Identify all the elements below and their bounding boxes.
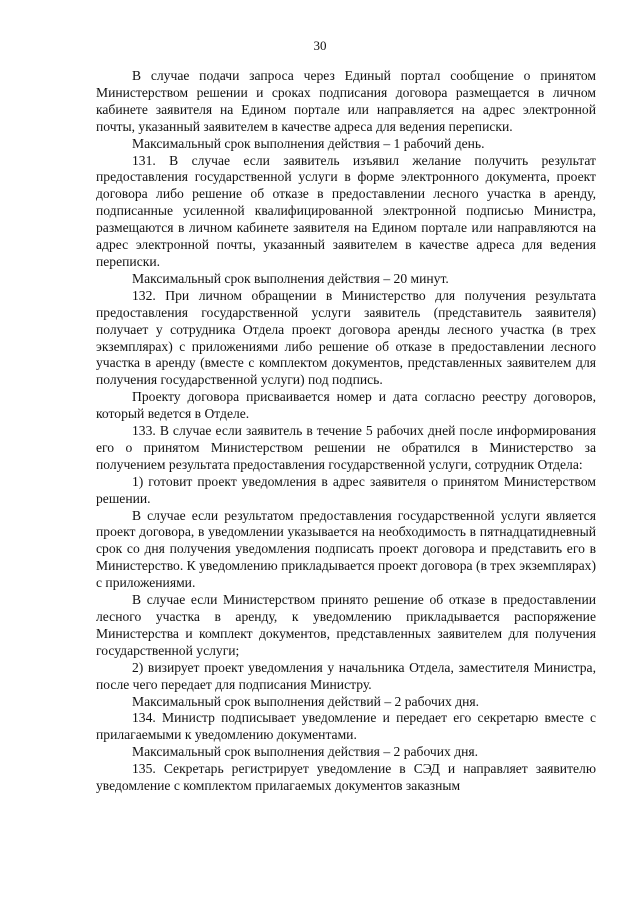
paragraph: 1) готовит проект уведомления в адрес заявителя о принятом Министерством решении.	[96, 473, 596, 506]
paragraph: 134. Министр подписывает уведомление и передает его секретарю вместе с прилагаемыми к уведомлению документами.	[96, 710, 596, 743]
paragraph: 132. При личном обращении в Министерство для получения результата предоставления государственной услуги заявитель (представитель заявителя) получает у сотрудника Отдела проект договора аренды лесного участка (в трех экземплярах) с приложениями либо решение об отказе в предоставлении лесного участка в аренду (вместе с комплектом документов, представленных заявителем для получения государственной услуги) под подпись.	[96, 287, 596, 388]
paragraph: 2) визирует проект уведомления у начальника Отдела, заместителя Министра, после чего передает для подписания Министру.	[96, 659, 596, 692]
document-body	[96, 68, 596, 795]
paragraph: 133. В случае если заявитель в течение 5 рабочих дней после информирования его о принятом Министерством решении не обратился в Министерство за получением результата предоставления государственной услуги, сотрудник Отдела:	[96, 423, 596, 472]
paragraph: В случае подачи запроса через Единый портал сообщение о принятом Министерством решении и сроках подписания договора размещается в личном кабинете заявителя на Едином портале или направляется на адрес электронной почты, указанный заявителем в качестве адреса для ведения переписки.	[96, 68, 596, 134]
paragraph: Проекту договора присваивается номер и дата согласно реестру договоров, который ведется в Отделе.	[96, 389, 596, 422]
paragraph: 131. В случае если заявитель изъявил желание получить результат предоставления государственной услуги в форме электронного документа, проект договора либо решение об отказе в предоставлении лесного участка в аренду, подписанные усиленной квалифицированной электронной подписью Министра, размещаются в личном кабинете заявителя на Едином портале или направляются на адрес электронной почты, указанный заявителем в качестве адреса для ведения переписки.	[96, 152, 596, 269]
paragraph: Максимальный срок выполнения действия – 1 рабочий день.	[132, 135, 485, 151]
paragraph: 135. Секретарь регистрирует уведомление в СЭД и направляет заявителю уведомление с комплектом прилагаемых документов заказным	[96, 761, 596, 794]
paragraph: Максимальный срок выполнения действий – 2 рабочих дня.	[132, 693, 480, 709]
page-number: 30	[313, 38, 327, 53]
paragraph: Максимальный срок выполнения действия – 20 минут.	[132, 270, 449, 286]
paragraph: В случае если Министерством принято решение об отказе в предоставлении лесного участка в аренду, к уведомлению прикладывается распоряжение Министерства и комплект документов, представленных заявителем для получения государственной услуги;	[96, 592, 596, 658]
paragraph: В случае если результатом предоставления государственной услуги является проект договора, в уведомлении указывается на необходимость в пятнадцатидневный срок со дня получения уведомления подписать проект договора и представить его в Министерство. К уведомлению прикладывается проект договора (в трех экземплярах) с приложениями.	[96, 507, 596, 591]
paragraph: Максимальный срок выполнения действия – 2 рабочих дня.	[132, 744, 479, 760]
